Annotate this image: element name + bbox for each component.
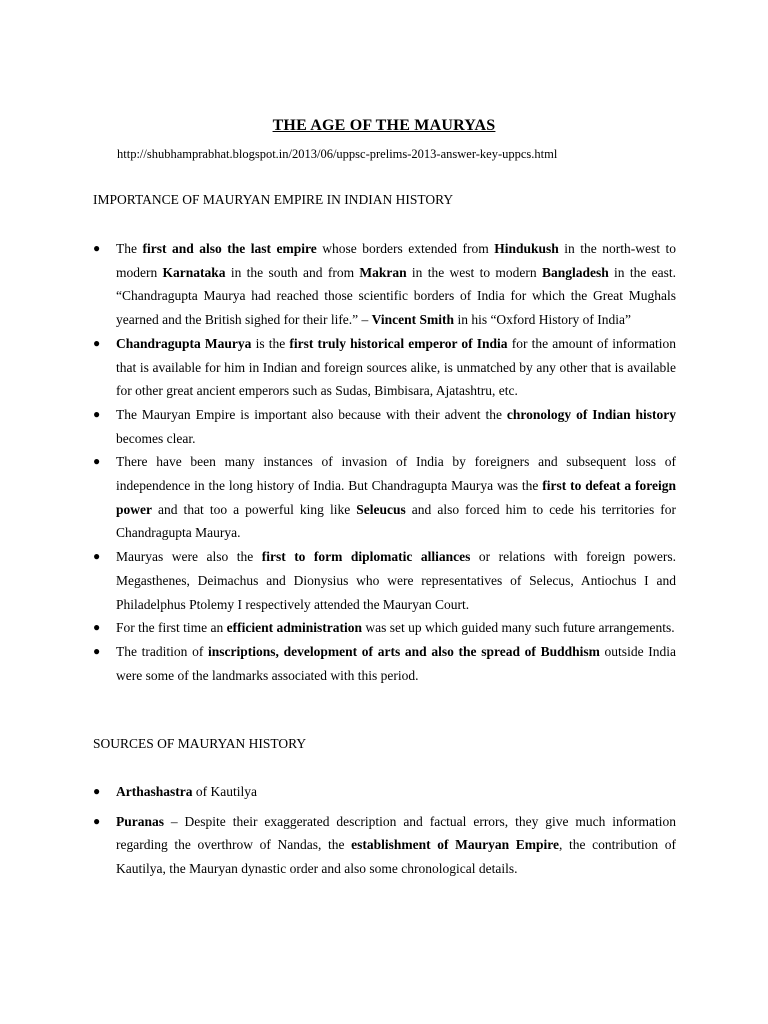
bullet-dot-icon: ● [93,549,101,564]
bold-text: first to defeat a foreign power [116,478,676,517]
text-run: and that too a powerful king like [152,501,357,517]
bullet-item [93,545,676,616]
bullet-dot-icon: ● [93,643,101,658]
text-run: Mauryas were also the [116,549,262,565]
text-run: or relations with foreign powers. Megasthenes, Deimachus and Dionysius who were representatives of Selecus, Antiochus I and Philadelphus Ptolemy I respectively attended the Mauryan Court. [116,549,676,612]
bold-text: Karnataka [162,264,226,280]
bullet-item [93,640,676,687]
bold-text: chronology of Indian history [506,406,677,422]
bold-text: Arthashastra [116,784,193,799]
text-run: for the amount of information that is available for him in Indian and foreign sources alike, is unmatched by any other that is available for other great ancient emperors such as Sudas, Bimbisara, Ajatashtru, etc. [116,335,676,399]
text-run: The tradition of [116,643,209,659]
bullet-item [93,403,676,450]
bullet-dot-icon: ● [93,406,101,421]
text-run: is the [251,335,290,351]
text-run: – Despite their exaggerated description and factual errors, they give much information regarding the overthrow of Nandas, the [116,813,676,853]
bold-text: Puranas [116,813,165,829]
text-run: in the east. “Chandragupta Maurya had reached those scientific borders of India for which the Great Mughals yearned and the British sighed for their life.” – [116,264,676,328]
bullet-dot-icon: ● [93,241,101,255]
text-run: of Kautilya [192,784,257,799]
bullet-item [93,810,676,881]
bold-text: first truly historical emperor of India [289,335,508,351]
text-run: For the first time an [116,620,227,636]
bold-text: Vincent Smith [371,312,455,328]
bullet-dot-icon: ● [93,784,101,798]
importance-bullet-list [93,237,676,687]
bullet-item [93,237,676,332]
section-heading-importance: IMPORTANCE OF MAURYAN EMPIRE IN INDIAN HISTORY [93,192,454,207]
bullet-item [93,332,676,403]
bullet-item [93,450,676,545]
bold-text: Bangladesh [541,264,609,280]
text-run: The Mauryan Empire is important also because with their advent the [116,406,507,422]
text-run: in the north-west to modern [116,241,676,280]
bold-text: Hindukush [494,241,559,256]
bold-text: first to form diplomatic alliances [261,549,471,565]
text-run: becomes clear. [116,430,196,446]
bold-text: first and also the last empire [142,241,317,256]
bold-text: Seleucus [356,501,406,517]
bold-text: establishment of Mauryan Empire [351,837,559,853]
text-run: outside India were some of the landmarks associated with this period. [116,643,676,683]
text-run: in the west to modern [406,264,542,280]
bullet-dot-icon: ● [93,813,101,828]
bullet-dot-icon: ● [93,335,101,350]
bullet-item [93,616,676,640]
text-run: in his “Oxford History of India” [454,312,632,328]
text-run: whose borders extended from [316,241,495,256]
bold-text: inscriptions, development of arts and also the spread of Buddhism [208,643,600,659]
text-run: The [116,241,143,256]
document-title: THE AGE OF THE MAURYAS [272,117,496,134]
bold-text: Chandragupta Maurya [116,335,252,351]
bullet-dot-icon: ● [93,620,101,635]
text-run: and also forced him to cede his territories for Chandragupta Maurya. [116,501,676,541]
text-run: was set up which guided many such future arrangements. [361,620,675,636]
bold-text: Makran [359,264,407,280]
text-run: in the south and from [225,264,360,280]
bullet-item [93,780,676,804]
section-heading-sources: SOURCES OF MAURYAN HISTORY [93,736,307,751]
bullet-dot-icon: ● [93,454,101,469]
bold-text: efficient administration [226,620,362,636]
text-run: There have been many instances of invasion of India by foreigners and subsequent loss of independence in the long history of India. But Chandragupta Maurya was the [116,454,676,494]
text-run: , the contribution of Kautilya, the Mauryan dynastic order and also some chronological details. [116,837,676,877]
sources-bullet-list [93,780,676,887]
source-url: http://shubhamprabhat.blogspot.in/2013/06/uppsc-prelims-2013-answer-key-uppcs.html [117,147,558,161]
